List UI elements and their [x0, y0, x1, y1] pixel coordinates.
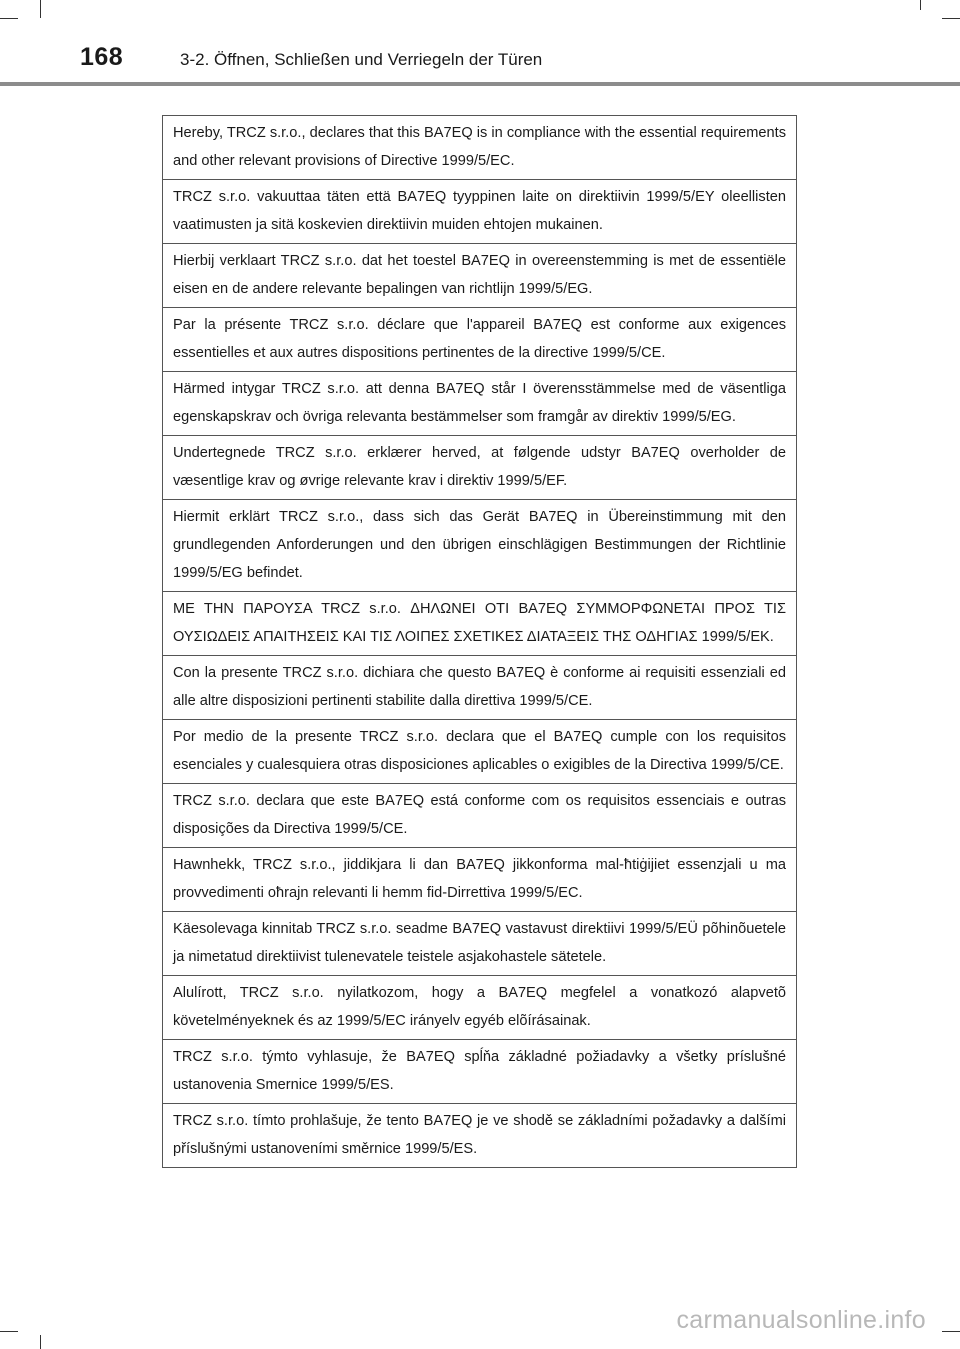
- table-row: [163, 656, 797, 720]
- declaration-sk: TRCZ s.r.o. týmto vyhlasuje, že BA7EQ spĺňa základné požiadavky a všetky príslušné ustanovenia Smernice 1999/5/ES.: [163, 1040, 797, 1104]
- declaration-fr: Par la présente TRCZ s.r.o. déclare que l'appareil BA7EQ est conforme aux exigences essentielles et aux autres dispositions pertinentes de la directive 1999/5/CE.: [163, 308, 797, 372]
- table-row: [163, 912, 797, 976]
- declaration-cs: TRCZ s.r.o. tímto prohlašuje, že tento BA7EQ je ve shodě se základními požadavky a dalšími příslušnými ustanoveními směrnice 1999/5/ES.: [163, 1104, 797, 1168]
- declaration-it: Con la presente TRCZ s.r.o. dichiara che questo BA7EQ è conforme ai requisiti essenziali ed alle altre disposizioni pertinenti stabilite dalla direttiva 1999/5/CE.: [163, 656, 797, 720]
- crop-mark: [942, 18, 960, 19]
- table-row: [163, 244, 797, 308]
- declaration-nl: Hierbij verklaart TRCZ s.r.o. dat het toestel BA7EQ in overeenstemming is met de essentiële eisen en de andere relevante bepalingen van richtlijn 1999/5/EG.: [163, 244, 797, 308]
- declarations-table: [162, 115, 797, 1168]
- table-row: [163, 180, 797, 244]
- declaration-de: Hiermit erklärt TRCZ s.r.o., dass sich das Gerät BA7EQ in Übereinstimmung mit den grundlegenden Anforderungen und den übrigen einschlägigen Bestimmungen der Richtlinie 1999/5/EG befindet.: [163, 500, 797, 592]
- table-row: [163, 436, 797, 500]
- crop-mark: [0, 1331, 18, 1332]
- table-row: [163, 1104, 797, 1168]
- declaration-sv: Härmed intygar TRCZ s.r.o. att denna BA7EQ står I överensstämmelse med de väsentliga egenskapskrav och övriga relevanta bestämmelser som framgår av direktiv 1999/5/EG.: [163, 372, 797, 436]
- table-row: [163, 784, 797, 848]
- page-number: 168: [80, 43, 124, 71]
- crop-mark: [942, 1331, 960, 1332]
- table-row: [163, 592, 797, 656]
- crop-mark: [920, 0, 921, 10]
- table-row: [163, 116, 797, 180]
- section-title: 3-2. Öffnen, Schließen und Verriegeln der Türen: [180, 50, 543, 69]
- crop-mark: [40, 1335, 41, 1349]
- declaration-pt: TRCZ s.r.o. declara que este BA7EQ está conforme com os requisitos essenciais e outras disposições da Directiva 1999/5/CE.: [163, 784, 797, 848]
- watermark: carmanualsonline.info: [676, 1306, 926, 1334]
- table-row: [163, 720, 797, 784]
- declaration-et: Käesolevaga kinnitab TRCZ s.r.o. seadme BA7EQ vastavust direktiivi 1999/5/EÜ põhinõuetele ja nimetatud direktiivist tulenevatele teistele asjakohastele sätetele.: [163, 912, 797, 976]
- table-row: [163, 976, 797, 1040]
- table-row: [163, 308, 797, 372]
- declaration-hu: Alulírott, TRCZ s.r.o. nyilatkozom, hogy a BA7EQ megfelel a vonatkozó alapvetõ követelményeknek és az 1999/5/EC irányelv egyéb elõírásainak.: [163, 976, 797, 1040]
- page-header: [0, 38, 960, 84]
- table-row: [163, 500, 797, 592]
- declaration-mt: Hawnhekk, TRCZ s.r.o., jiddikjara li dan BA7EQ jikkonforma mal-ħtiġijiet essenzjali u ma provvedimenti oħrajn relevanti li hemm fid-Dirrettiva 1999/5/EC.: [163, 848, 797, 912]
- table-row: [163, 372, 797, 436]
- declaration-en: Hereby, TRCZ s.r.o., declares that this BA7EQ is in compliance with the essential requirements and other relevant provisions of Directive 1999/5/EC.: [163, 116, 797, 180]
- table-row: [163, 848, 797, 912]
- declaration-es: Por medio de la presente TRCZ s.r.o. declara que el BA7EQ cumple con los requisitos esenciales y cualesquiera otras disposiciones aplicables o exigibles de la Directiva 1999/5/CE.: [163, 720, 797, 784]
- declaration-fi: TRCZ s.r.o. vakuuttaa täten että BA7EQ tyyppinen laite on direktiivin 1999/5/EY oleellisten vaatimusten ja sitä koskevien direktiivin muiden ehtojen mukainen.: [163, 180, 797, 244]
- table-row: [163, 1040, 797, 1104]
- declaration-el: ΜΕ ΤΗΝ ΠΑΡΟΥΣΑ TRCZ s.r.o. ΔΗΛΩΝΕΙ ΟΤΙ BA7EQ ΣΥΜΜΟΡΦΩΝΕΤΑΙ ΠΡΟΣ ΤΙΣ ΟΥΣΙΩΔΕΙΣ ΑΠΑΙΤΗΣΕΙΣ ΚΑΙ ΤΙΣ ΛΟΙΠΕΣ ΣΧΕΤΙΚΕΣ ΔΙΑΤΑΞΕΙΣ ΤΗΣ ΟΔΗΓΙΑΣ 1999/5/ΕΚ.: [163, 592, 797, 656]
- declaration-da: Undertegnede TRCZ s.r.o. erklærer herved, at følgende udstyr BA7EQ overholder de væsentlige krav og øvrige relevante krav i direktiv 1999/5/EF.: [163, 436, 797, 500]
- crop-mark: [0, 18, 18, 19]
- crop-mark: [40, 0, 41, 18]
- header-rule: [0, 82, 960, 86]
